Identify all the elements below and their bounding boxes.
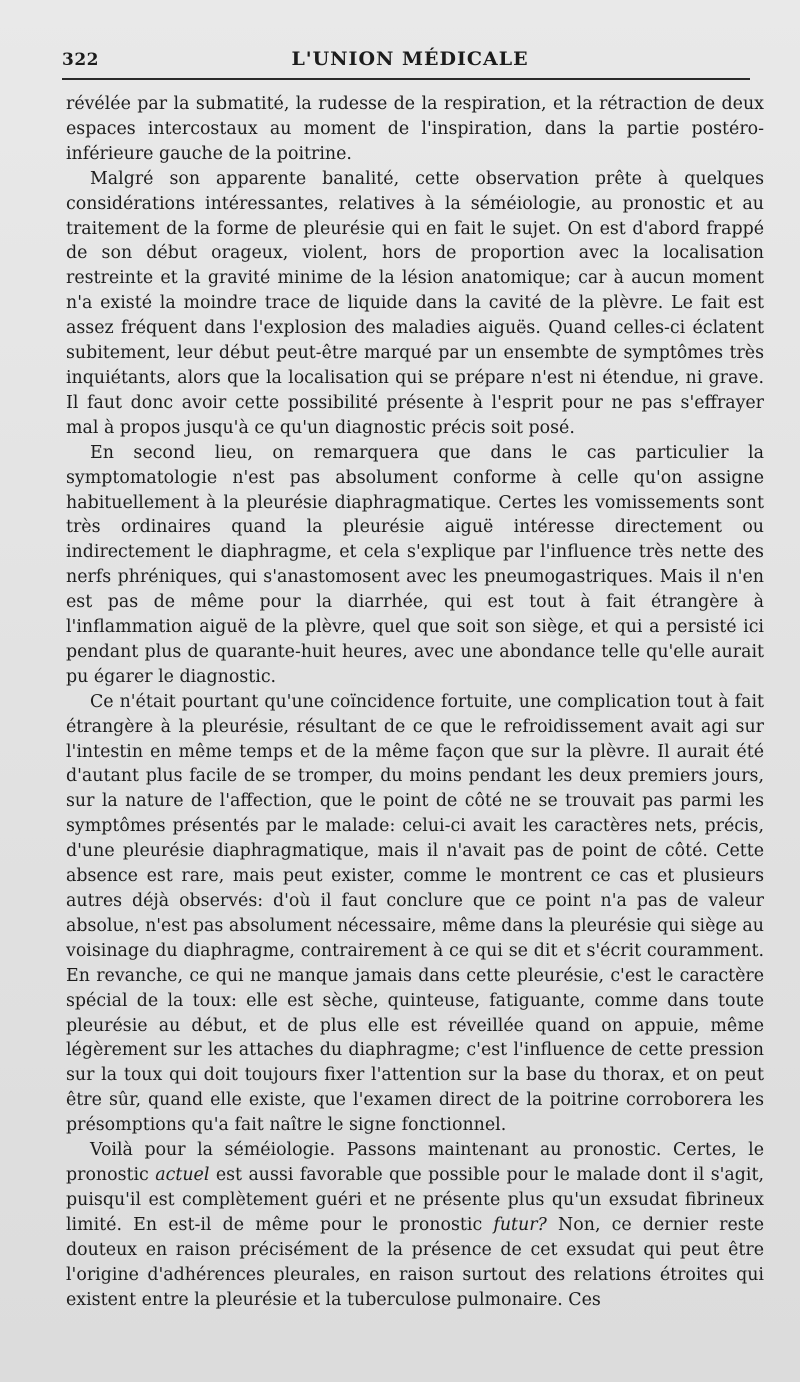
emphasis-actuel: actuel [155,1164,210,1185]
running-title: L'UNION MÉDICALE [291,48,529,70]
paragraph-5 [66,1138,764,1312]
header-rule [62,78,750,80]
paragraph-5-part-3: Non, ce dernier reste douteux en raison précisément de la présence de cet exsudat qui peut être l'origine d'adhérences pleurales, en raison surtout des relations étroites qui existent entre la pleurésie et la tuberculose pulmonaire. Ces [66,1214,764,1310]
paragraph-1: révélée par la submatité, la rudesse de la respiration, et la rétraction de deux espaces intercostaux au moment de l'inspiration, dans la partie postéro-inférieure gauche de la poitrine. [66,94,764,164]
paragraph-2: Malgré son apparente banalité, cette observation prête à quelques considérations intéressantes, relatives à la séméiologie, au pronostic et au traitement de la forme de pleurésie qui en fait le sujet. On est d'abord frappé de son début orageux, violent, hors de proportion avec la localisation restreinte et la gravité minime de la lésion anatomique; car à aucun moment n'a existé la moindre trace de liquide dans la cavité de la plèvre. Le fait est assez fréquent dans l'explosion des maladies aiguës. Quand celles-ci éclatent subitement, leur début peut-être marqué par un ensembte de symptômes très inquiétants, alors que la localisation qui se prépare n'est ni étendue, ni grave. Il faut donc avoir cette possibilité présente à l'esprit pour ne pas s'effrayer mal à propos jusqu'à ce qu'un diagnostic précis soit posé. [66,168,764,438]
emphasis-futur: futur? [493,1214,547,1235]
paragraph-5-part-2: est aussi favorable que possible pour le malade dont il s'agit, puisqu'il est complètement guéri et ne présente plus qu'un exsudat fibrineux limité. En est-il de même pour le pronostic [66,1164,764,1235]
body-text [66,92,764,1312]
paragraph-4: Ce n'était pourtant qu'une coïncidence fortuite, une complication tout à fait étrangère à la pleurésie, résultant de ce que le refroidissement avait agi sur l'intestin en même temps et de la même façon que sur la plèvre. Il aurait été d'autant plus facile de se tromper, du moins pendant les deux premiers jours, sur la nature de l'affection, que le point de côté ne se trouvait pas parmi les symptômes présentés par le malade: celui-ci avait les caractères nets, précis, d'une pleurésie diaphragmatique, mais il n'avait pas de point de côté. Cette absence est rare, mais peut exister, comme le montrent ce cas et plusieurs autres déjà observés: d'où il faut conclure que ce point n'a pas de valeur absolue, n'est pas absolument nécessaire, même dans la pleurésie qui siège au voisinage du diaphragme, contrairement à ce qui se dit et s'écrit couramment. En revanche, ce qui ne manque jamais dans cette pleurésie, c'est le caractère spécial de la toux: elle est sèche, quinteuse, fatiguante, comme dans toute pleurésie au début, et de plus elle est réveillée quand on appuie, même légèrement sur les attaches du diaphragme; c'est l'influence de cette pression sur la toux qui doit toujours fixer l'attention sur la base du thorax, et on peut être sûr, quand elle existe, que l'examen direct de la poitrine corroborera les présomptions qu'a fait naître le signe fonctionnel. [66,691,764,1136]
paragraph-3: En second lieu, on remarquera que dans le cas particulier la symptomatologie n'est pas absolument conforme à celle qu'on assigne habituellement à la pleurésie diaphragmatique. Certes les vomissements sont très ordinaires quand la pleurésie aiguë intéresse directement ou indirectement le diaphragme, et cela s'explique par l'influence très nette des nerfs phréniques, qui s'anastomosent avec les pneumogastriques. Mais il n'en est pas de même pour la diarrhée, qui est tout à fait étrangère à l'inflammation aiguë de la plèvre, quel que soit son siège, et qui a persisté ici pendant plus de quarante-huit heures, avec une abondance telle qu'elle aurait pu égarer le diagnostic. [66,442,764,687]
paragraph-5-part-1: Voilà pour la séméiologie. Passons maintenant au pronostic. Certes, le pronostic [66,1140,764,1185]
page-header [62,38,758,78]
page-number: 322 [62,50,99,70]
